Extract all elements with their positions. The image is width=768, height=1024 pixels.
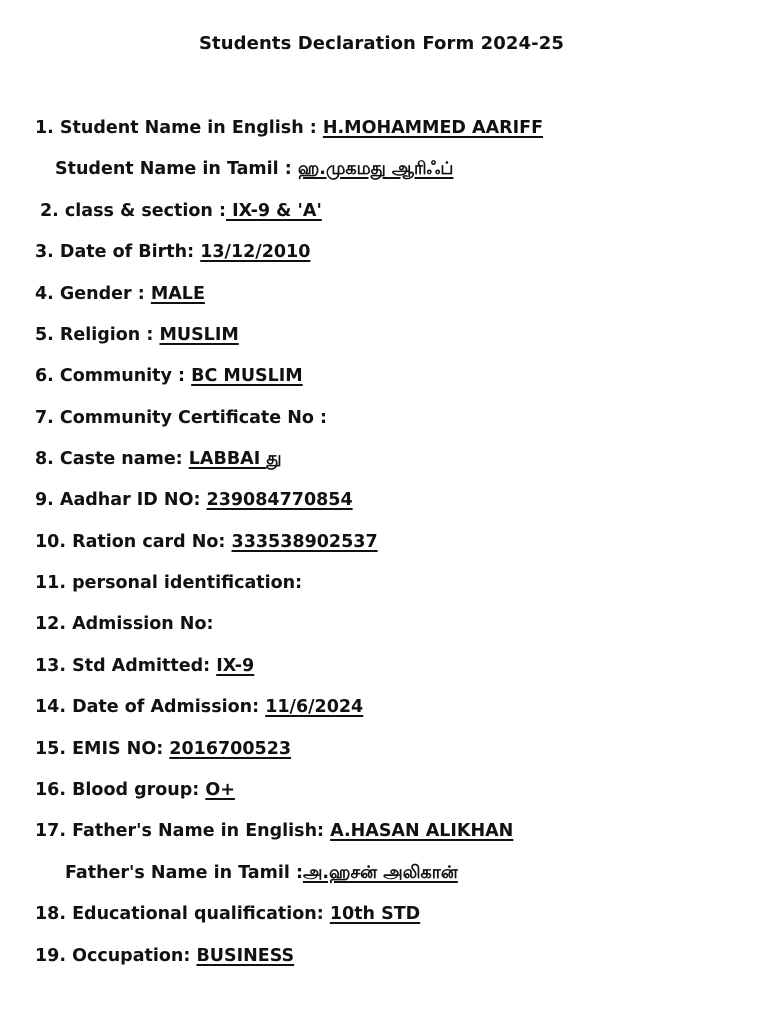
field-value: 11/6/2024	[265, 697, 364, 717]
field-community	[35, 365, 303, 387]
field-admission-no	[35, 613, 213, 635]
field-caste-name	[35, 448, 282, 470]
field-value: 13/12/2010	[200, 242, 311, 262]
field-personal-identification	[35, 572, 302, 594]
field-value: 333538902537	[231, 532, 378, 552]
field-label: 3. Date of Birth:	[35, 242, 201, 262]
field-std-admitted	[35, 655, 254, 677]
field-label: 7. Community Certificate No :	[35, 408, 327, 428]
field-father-name-english	[35, 820, 513, 842]
field-ration-card	[35, 531, 378, 553]
field-student-name-english	[35, 117, 543, 139]
field-emis-no	[35, 738, 291, 760]
field-value: O+	[205, 780, 235, 800]
field-value: 239084770854	[206, 490, 353, 510]
field-value: அ.ஹசன் அலிகான்	[302, 863, 458, 883]
field-label: 1. Student Name in English :	[35, 118, 323, 138]
field-label: 18. Educational qualification:	[35, 904, 330, 924]
field-label: 2. class & section :	[40, 201, 226, 221]
field-label: 5. Religion :	[35, 325, 160, 345]
field-suffix: து	[266, 449, 282, 469]
field-label: Student Name in Tamil :	[55, 159, 298, 179]
field-occupation	[35, 945, 294, 967]
field-father-name-tamil	[65, 862, 458, 884]
field-value: IX-9 & 'A'	[225, 201, 322, 221]
field-value: ஹ.முகமது ஆரிஃப்	[297, 159, 454, 179]
field-label: 16. Blood group:	[35, 780, 206, 800]
field-value: BC MUSLIM	[191, 366, 303, 386]
field-value: LABBAI	[188, 449, 267, 469]
field-gender	[35, 283, 205, 305]
field-label: 8. Caste name:	[35, 449, 189, 469]
field-value: A.HASAN ALIKHAN	[330, 821, 514, 841]
field-value: 2016700523	[169, 739, 292, 759]
field-educational-qualification	[35, 903, 420, 925]
field-religion	[35, 324, 239, 346]
field-value: MALE	[150, 284, 205, 304]
field-label: 19. Occupation:	[35, 946, 197, 966]
field-community-certificate	[35, 407, 327, 429]
field-value: BUSINESS	[196, 946, 295, 966]
field-date-of-admission	[35, 696, 363, 718]
form-title: Students Declaration Form 2024-25	[198, 33, 564, 54]
field-label: 6. Community :	[35, 366, 192, 386]
field-label: 11. personal identification:	[35, 573, 303, 593]
field-label: 17. Father's Name in English:	[35, 821, 331, 841]
field-value: MUSLIM	[159, 325, 239, 345]
field-class-section	[40, 200, 322, 222]
field-label: 9. Aadhar ID NO:	[35, 490, 207, 510]
field-value: IX-9	[216, 656, 255, 676]
field-value: 10th STD	[329, 904, 421, 924]
field-blood-group	[35, 779, 235, 801]
field-label: Father's Name in Tamil :	[65, 863, 303, 883]
field-label: 13. Std Admitted:	[35, 656, 217, 676]
field-label: 14. Date of Admission:	[35, 697, 266, 717]
field-value: H.MOHAMMED AARIFF	[322, 118, 544, 138]
field-label: 12. Admission No:	[35, 614, 214, 634]
field-label: 10. Ration card No:	[35, 532, 232, 552]
field-student-name-tamil	[55, 158, 453, 180]
field-label: 15. EMIS NO:	[35, 739, 170, 759]
field-label: 4. Gender :	[35, 284, 151, 304]
field-date-of-birth	[35, 241, 310, 263]
field-aadhar-id	[35, 489, 353, 511]
